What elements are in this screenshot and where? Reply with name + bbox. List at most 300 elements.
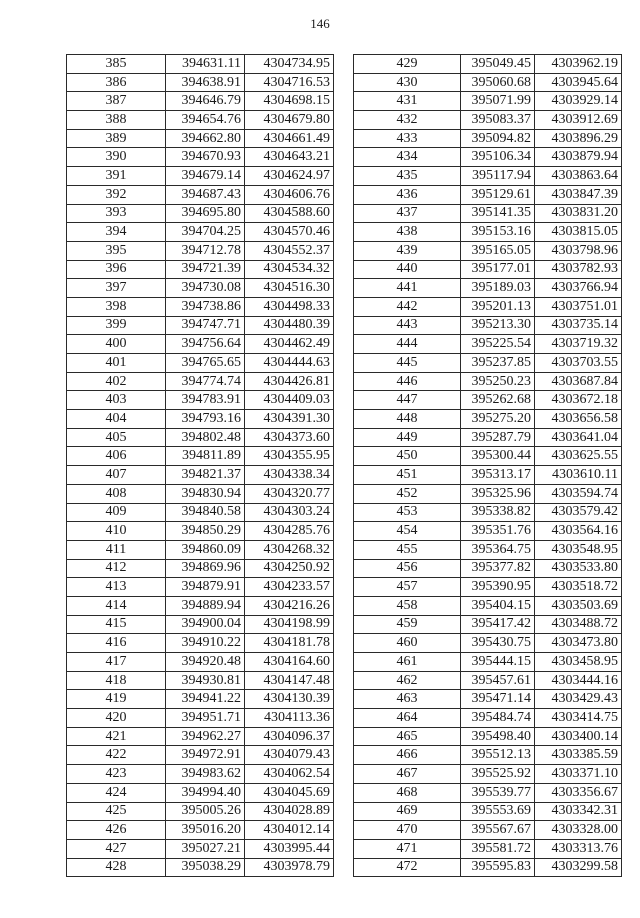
x-coordinate-cell: 395553.69 [461,802,535,821]
table-row [354,55,622,74]
point-number-cell: 467 [354,765,461,784]
table-row [67,783,334,802]
x-coordinate-cell: 394860.09 [166,540,245,559]
y-coordinate-cell: 4304285.76 [245,522,334,541]
y-coordinate-cell: 4303703.55 [535,354,622,373]
y-coordinate-cell: 4303625.55 [535,447,622,466]
y-coordinate-cell: 4304181.78 [245,634,334,653]
x-coordinate-cell: 395567.67 [461,821,535,840]
x-coordinate-cell: 394654.76 [166,111,245,130]
table-row [67,167,334,186]
point-number-cell: 446 [354,372,461,391]
table-row [67,858,334,877]
y-coordinate-cell: 4303444.16 [535,671,622,690]
table-row [67,73,334,92]
x-coordinate-cell: 394850.29 [166,522,245,541]
x-coordinate-cell: 395201.13 [461,297,535,316]
table-row [67,55,334,74]
x-coordinate-cell: 394774.74 [166,372,245,391]
y-coordinate-cell: 4304130.39 [245,690,334,709]
point-number-cell: 402 [67,372,166,391]
y-coordinate-cell: 4304355.95 [245,447,334,466]
y-coordinate-cell: 4304113.36 [245,709,334,728]
point-number-cell: 459 [354,615,461,634]
x-coordinate-cell: 394730.08 [166,279,245,298]
x-coordinate-cell: 394704.25 [166,223,245,242]
point-number-cell: 388 [67,111,166,130]
x-coordinate-cell: 395404.15 [461,596,535,615]
y-coordinate-cell: 4303641.04 [535,428,622,447]
table-row [354,802,622,821]
point-number-cell: 422 [67,746,166,765]
point-number-cell: 404 [67,410,166,429]
point-number-cell: 464 [354,709,461,728]
point-number-cell: 403 [67,391,166,410]
table-row [354,484,622,503]
point-number-cell: 472 [354,858,461,877]
y-coordinate-cell: 4303656.58 [535,410,622,429]
x-coordinate-cell: 394756.64 [166,335,245,354]
point-number-cell: 452 [354,484,461,503]
point-number-cell: 441 [354,279,461,298]
table-row [67,615,334,634]
y-coordinate-cell: 4304373.60 [245,428,334,447]
table-row [67,765,334,784]
table-row [67,690,334,709]
point-number-cell: 409 [67,503,166,522]
x-coordinate-cell: 394920.48 [166,653,245,672]
x-coordinate-cell: 395250.23 [461,372,535,391]
y-coordinate-cell: 4304147.48 [245,671,334,690]
x-coordinate-cell: 394738.86 [166,297,245,316]
y-coordinate-cell: 4303429.43 [535,690,622,709]
table-row [354,765,622,784]
point-number-cell: 425 [67,802,166,821]
x-coordinate-cell: 395313.17 [461,466,535,485]
point-number-cell: 450 [354,447,461,466]
point-number-cell: 466 [354,746,461,765]
x-coordinate-cell: 394994.40 [166,783,245,802]
y-coordinate-cell: 4303735.14 [535,316,622,335]
x-coordinate-cell: 394830.94 [166,484,245,503]
x-coordinate-cell: 395189.03 [461,279,535,298]
page-number: 146 [310,16,330,31]
point-number-cell: 440 [354,260,461,279]
point-number-cell: 385 [67,55,166,74]
x-coordinate-cell: 394695.80 [166,204,245,223]
table-row [67,428,334,447]
y-coordinate-cell: 4304012.14 [245,821,334,840]
x-coordinate-cell: 394811.89 [166,447,245,466]
table-row [354,316,622,335]
table-row [354,410,622,429]
point-number-cell: 397 [67,279,166,298]
point-number-cell: 395 [67,241,166,260]
y-coordinate-cell: 4303533.80 [535,559,622,578]
x-coordinate-cell: 395498.40 [461,727,535,746]
table-row [67,372,334,391]
y-coordinate-cell: 4304444.63 [245,354,334,373]
table-row [67,746,334,765]
table-row [354,372,622,391]
table-row [354,428,622,447]
x-coordinate-cell: 395444.15 [461,653,535,672]
y-coordinate-cell: 4303687.84 [535,372,622,391]
y-coordinate-cell: 4304588.60 [245,204,334,223]
table-row [67,279,334,298]
point-number-cell: 394 [67,223,166,242]
point-number-cell: 432 [354,111,461,130]
x-coordinate-cell: 395016.20 [166,821,245,840]
x-coordinate-cell: 394712.78 [166,241,245,260]
y-coordinate-cell: 4303594.74 [535,484,622,503]
x-coordinate-cell: 395005.26 [166,802,245,821]
table-row [67,297,334,316]
point-number-cell: 453 [354,503,461,522]
table-row [354,279,622,298]
point-number-cell: 433 [354,129,461,148]
y-coordinate-cell: 4304028.89 [245,802,334,821]
point-number-cell: 399 [67,316,166,335]
table-row [354,540,622,559]
y-coordinate-cell: 4303400.14 [535,727,622,746]
point-number-cell: 390 [67,148,166,167]
x-coordinate-cell: 395351.76 [461,522,535,541]
point-number-cell: 420 [67,709,166,728]
y-coordinate-cell: 4304164.60 [245,653,334,672]
point-number-cell: 410 [67,522,166,541]
y-coordinate-cell: 4303488.72 [535,615,622,634]
y-coordinate-cell: 4303299.58 [535,858,622,877]
x-coordinate-cell: 395117.94 [461,167,535,186]
point-number-cell: 428 [67,858,166,877]
table-row [354,167,622,186]
table-row [354,858,622,877]
x-coordinate-cell: 395038.29 [166,858,245,877]
table-row [354,559,622,578]
y-coordinate-cell: 4304250.92 [245,559,334,578]
table-row [354,297,622,316]
table-row [67,540,334,559]
table-row [354,354,622,373]
table-row [67,559,334,578]
x-coordinate-cell: 395129.61 [461,185,535,204]
y-coordinate-cell: 4304338.34 [245,466,334,485]
point-number-cell: 443 [354,316,461,335]
x-coordinate-cell: 395390.95 [461,578,535,597]
table-row [354,241,622,260]
table-row [67,522,334,541]
x-coordinate-cell: 394747.71 [166,316,245,335]
table-row [354,709,622,728]
table-row [354,615,622,634]
table-row [67,204,334,223]
y-coordinate-cell: 4303995.44 [245,839,334,858]
table-row [354,634,622,653]
table-row [354,185,622,204]
x-coordinate-cell: 395213.30 [461,316,535,335]
table-row [354,783,622,802]
point-number-cell: 400 [67,335,166,354]
table-row [67,92,334,111]
y-coordinate-cell: 4303371.10 [535,765,622,784]
x-coordinate-cell: 395364.75 [461,540,535,559]
point-number-cell: 419 [67,690,166,709]
table-row [67,634,334,653]
point-number-cell: 461 [354,653,461,672]
x-coordinate-cell: 395512.13 [461,746,535,765]
point-number-cell: 401 [67,354,166,373]
table-row [354,148,622,167]
table-row [354,746,622,765]
x-coordinate-cell: 395153.16 [461,223,535,242]
table-row [67,727,334,746]
point-number-cell: 442 [354,297,461,316]
table-row [354,260,622,279]
point-number-cell: 449 [354,428,461,447]
point-number-cell: 429 [354,55,461,74]
point-number-cell: 465 [354,727,461,746]
point-number-cell: 454 [354,522,461,541]
point-number-cell: 431 [354,92,461,111]
y-coordinate-cell: 4303945.64 [535,73,622,92]
y-coordinate-cell: 4304062.54 [245,765,334,784]
y-coordinate-cell: 4303879.94 [535,148,622,167]
point-number-cell: 434 [354,148,461,167]
y-coordinate-cell: 4304198.99 [245,615,334,634]
coordinates-table-left [66,54,334,877]
table-row [67,466,334,485]
y-coordinate-cell: 4303847.39 [535,185,622,204]
x-coordinate-cell: 394646.79 [166,92,245,111]
point-number-cell: 421 [67,727,166,746]
table-row [354,653,622,672]
point-number-cell: 386 [67,73,166,92]
table-row [67,821,334,840]
x-coordinate-cell: 394670.93 [166,148,245,167]
point-number-cell: 424 [67,783,166,802]
table-row [354,503,622,522]
table-row [354,129,622,148]
x-coordinate-cell: 394889.94 [166,596,245,615]
y-coordinate-cell: 4303313.76 [535,839,622,858]
x-coordinate-cell: 395275.20 [461,410,535,429]
y-coordinate-cell: 4303548.95 [535,540,622,559]
point-number-cell: 417 [67,653,166,672]
y-coordinate-cell: 4304480.39 [245,316,334,335]
y-coordinate-cell: 4304216.26 [245,596,334,615]
x-coordinate-cell: 395225.54 [461,335,535,354]
x-coordinate-cell: 395377.82 [461,559,535,578]
point-number-cell: 415 [67,615,166,634]
table-row [354,578,622,597]
point-number-cell: 439 [354,241,461,260]
point-number-cell: 413 [67,578,166,597]
x-coordinate-cell: 394930.81 [166,671,245,690]
y-coordinate-cell: 4303798.96 [535,241,622,260]
y-coordinate-cell: 4303831.20 [535,204,622,223]
x-coordinate-cell: 394879.91 [166,578,245,597]
point-number-cell: 412 [67,559,166,578]
table-row [354,92,622,111]
y-coordinate-cell: 4304552.37 [245,241,334,260]
x-coordinate-cell: 395071.99 [461,92,535,111]
point-number-cell: 411 [67,540,166,559]
point-number-cell: 460 [354,634,461,653]
table-row [354,690,622,709]
x-coordinate-cell: 395300.44 [461,447,535,466]
y-coordinate-cell: 4303929.14 [535,92,622,111]
x-coordinate-cell: 395581.72 [461,839,535,858]
point-number-cell: 426 [67,821,166,840]
y-coordinate-cell: 4304698.15 [245,92,334,111]
y-coordinate-cell: 4304516.30 [245,279,334,298]
point-number-cell: 456 [354,559,461,578]
table-body [67,55,334,877]
y-coordinate-cell: 4303579.42 [535,503,622,522]
x-coordinate-cell: 395165.05 [461,241,535,260]
table-body [354,55,622,877]
point-number-cell: 447 [354,391,461,410]
y-coordinate-cell: 4304079.43 [245,746,334,765]
point-number-cell: 451 [354,466,461,485]
x-coordinate-cell: 395539.77 [461,783,535,802]
y-coordinate-cell: 4304462.49 [245,335,334,354]
x-coordinate-cell: 394765.65 [166,354,245,373]
x-coordinate-cell: 394721.39 [166,260,245,279]
y-coordinate-cell: 4304268.32 [245,540,334,559]
point-number-cell: 389 [67,129,166,148]
y-coordinate-cell: 4303503.69 [535,596,622,615]
y-coordinate-cell: 4304624.97 [245,167,334,186]
y-coordinate-cell: 4304716.53 [245,73,334,92]
y-coordinate-cell: 4303751.01 [535,297,622,316]
x-coordinate-cell: 395525.92 [461,765,535,784]
x-coordinate-cell: 394983.62 [166,765,245,784]
x-coordinate-cell: 394793.16 [166,410,245,429]
x-coordinate-cell: 395287.79 [461,428,535,447]
y-coordinate-cell: 4304606.76 [245,185,334,204]
point-number-cell: 408 [67,484,166,503]
x-coordinate-cell: 395595.83 [461,858,535,877]
x-coordinate-cell: 394910.22 [166,634,245,653]
point-number-cell: 430 [354,73,461,92]
point-number-cell: 423 [67,765,166,784]
table-row [354,466,622,485]
table-row [354,596,622,615]
x-coordinate-cell: 395430.75 [461,634,535,653]
table-row [67,709,334,728]
table-row [354,839,622,858]
x-coordinate-cell: 394783.91 [166,391,245,410]
y-coordinate-cell: 4304391.30 [245,410,334,429]
table-row [67,129,334,148]
y-coordinate-cell: 4303782.93 [535,260,622,279]
y-coordinate-cell: 4303978.79 [245,858,334,877]
x-coordinate-cell: 394631.11 [166,55,245,74]
table-row [67,596,334,615]
x-coordinate-cell: 394900.04 [166,615,245,634]
x-coordinate-cell: 394802.48 [166,428,245,447]
table-row [67,241,334,260]
y-coordinate-cell: 4303473.80 [535,634,622,653]
point-number-cell: 471 [354,839,461,858]
table-row [67,839,334,858]
y-coordinate-cell: 4304643.21 [245,148,334,167]
y-coordinate-cell: 4303912.69 [535,111,622,130]
table-row [67,578,334,597]
coordinates-table-right [353,54,622,877]
y-coordinate-cell: 4303962.19 [535,55,622,74]
table-row [67,223,334,242]
table-row [354,671,622,690]
point-number-cell: 469 [354,802,461,821]
point-number-cell: 468 [354,783,461,802]
y-coordinate-cell: 4304734.95 [245,55,334,74]
table-row [354,391,622,410]
x-coordinate-cell: 394951.71 [166,709,245,728]
x-coordinate-cell: 395262.68 [461,391,535,410]
table-row [67,503,334,522]
y-coordinate-cell: 4303328.00 [535,821,622,840]
y-coordinate-cell: 4303610.11 [535,466,622,485]
y-coordinate-cell: 4304661.49 [245,129,334,148]
y-coordinate-cell: 4303385.59 [535,746,622,765]
y-coordinate-cell: 4303719.32 [535,335,622,354]
x-coordinate-cell: 395484.74 [461,709,535,728]
x-coordinate-cell: 395417.42 [461,615,535,634]
point-number-cell: 463 [354,690,461,709]
y-coordinate-cell: 4303863.64 [535,167,622,186]
table-row [67,391,334,410]
y-coordinate-cell: 4303564.16 [535,522,622,541]
point-number-cell: 470 [354,821,461,840]
x-coordinate-cell: 394687.43 [166,185,245,204]
y-coordinate-cell: 4303815.05 [535,223,622,242]
x-coordinate-cell: 395083.37 [461,111,535,130]
table-row [67,316,334,335]
table-row [354,727,622,746]
point-number-cell: 398 [67,297,166,316]
table-row [67,335,334,354]
point-number-cell: 387 [67,92,166,111]
point-number-cell: 437 [354,204,461,223]
x-coordinate-cell: 394662.80 [166,129,245,148]
y-coordinate-cell: 4303672.18 [535,391,622,410]
x-coordinate-cell: 394821.37 [166,466,245,485]
table-row [67,484,334,503]
point-number-cell: 444 [354,335,461,354]
y-coordinate-cell: 4303356.67 [535,783,622,802]
y-coordinate-cell: 4304534.32 [245,260,334,279]
x-coordinate-cell: 395141.35 [461,204,535,223]
table-row [354,447,622,466]
point-number-cell: 391 [67,167,166,186]
y-coordinate-cell: 4304498.33 [245,297,334,316]
y-coordinate-cell: 4303518.72 [535,578,622,597]
point-number-cell: 405 [67,428,166,447]
x-coordinate-cell: 395106.34 [461,148,535,167]
point-number-cell: 458 [354,596,461,615]
x-coordinate-cell: 394679.14 [166,167,245,186]
x-coordinate-cell: 395471.14 [461,690,535,709]
y-coordinate-cell: 4304426.81 [245,372,334,391]
point-number-cell: 414 [67,596,166,615]
y-coordinate-cell: 4304233.57 [245,578,334,597]
x-coordinate-cell: 395094.82 [461,129,535,148]
x-coordinate-cell: 395027.21 [166,839,245,858]
x-coordinate-cell: 395049.45 [461,55,535,74]
